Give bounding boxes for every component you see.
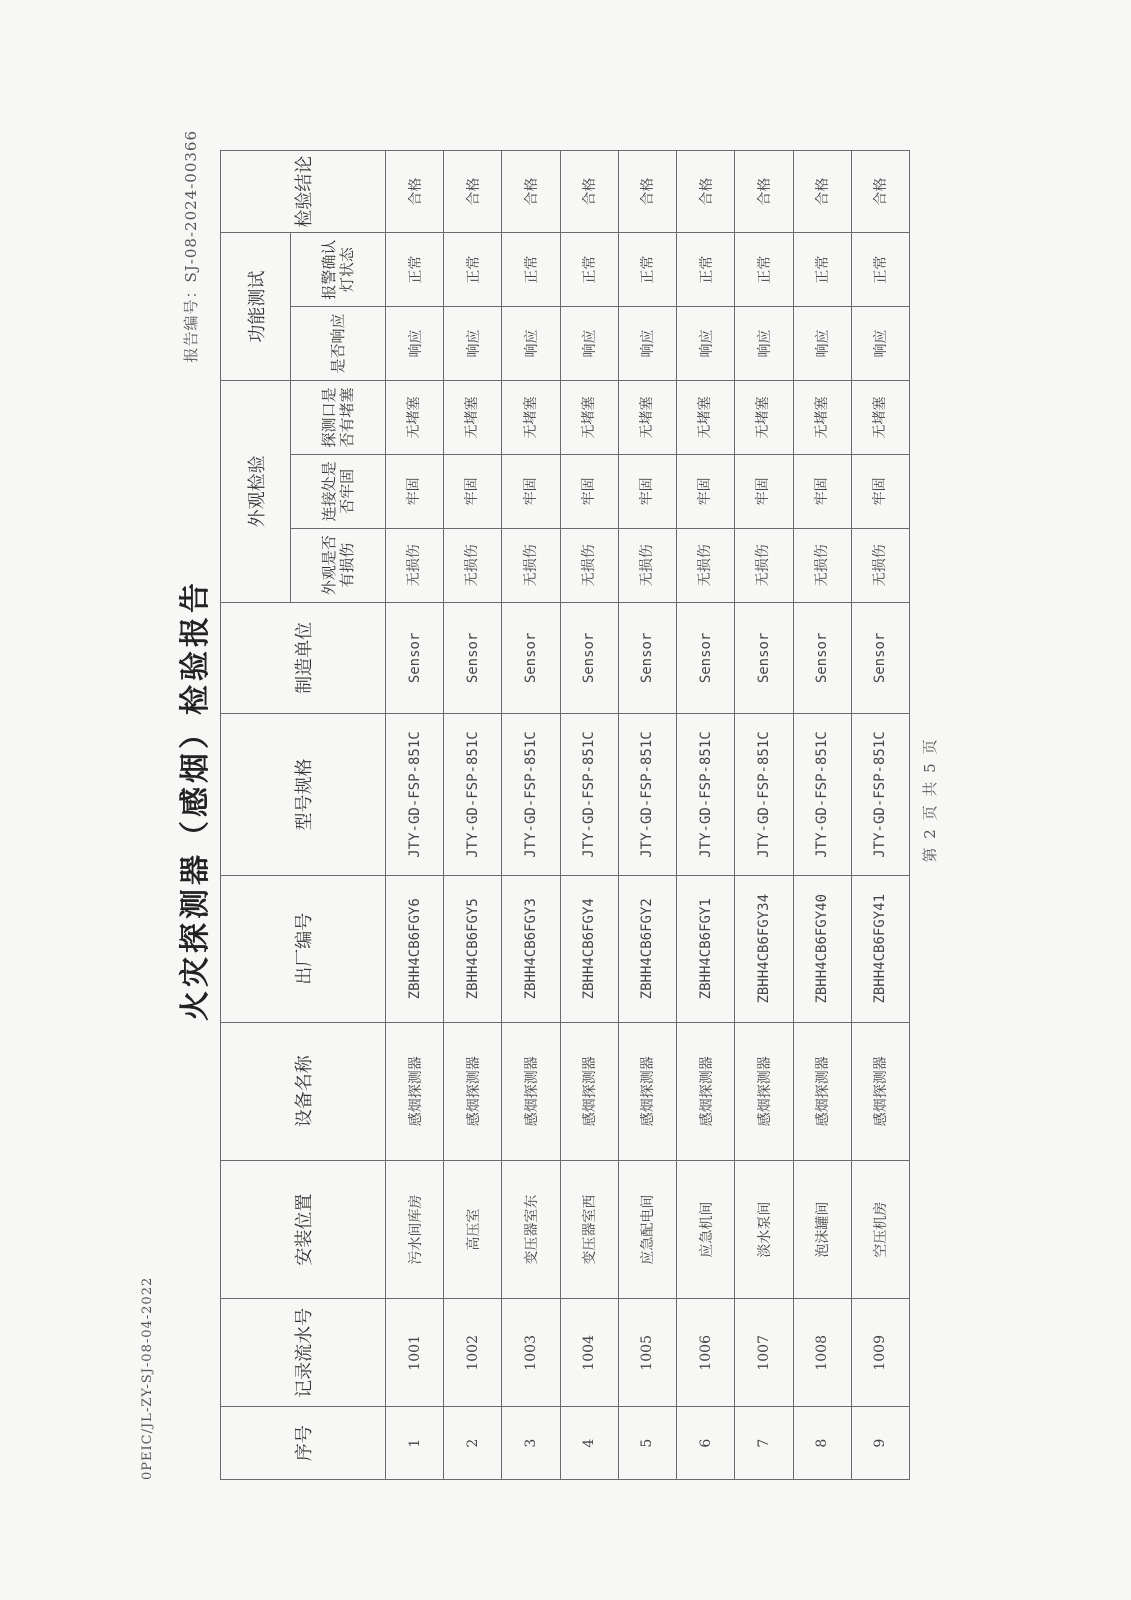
cell-seq: 5 bbox=[618, 1407, 676, 1480]
table-row bbox=[386, 151, 444, 1480]
cell-seq: 2 bbox=[444, 1407, 502, 1480]
cell-conclusion: 合格 bbox=[735, 151, 793, 233]
cell-responds: 响应 bbox=[502, 307, 560, 381]
header-model: 型号规格 bbox=[221, 714, 386, 876]
cell-location: 淡水泵间 bbox=[735, 1160, 793, 1298]
cell-connection-firm: 牢固 bbox=[618, 454, 676, 528]
header-connection-firm: 连接处是否牢固 bbox=[291, 454, 386, 528]
table-row bbox=[793, 151, 851, 1480]
cell-seq: 4 bbox=[560, 1407, 618, 1480]
cell-responds: 响应 bbox=[618, 307, 676, 381]
header-manufacturer: 制造单位 bbox=[221, 602, 386, 713]
header-alarm-light: 报警确认灯状态 bbox=[291, 233, 386, 307]
cell-model: JTY-GD-FSP-851C bbox=[618, 714, 676, 876]
cell-model: JTY-GD-FSP-851C bbox=[735, 714, 793, 876]
cell-location: 应急配电间 bbox=[618, 1160, 676, 1298]
cell-location: 高压室 bbox=[444, 1160, 502, 1298]
header-function-group: 功能测试 bbox=[221, 233, 291, 381]
cell-location: 空压机房 bbox=[851, 1160, 909, 1298]
cell-location: 泡沫罐间 bbox=[793, 1160, 851, 1298]
cell-appearance-damage: 无损伤 bbox=[735, 528, 793, 602]
cell-alarm-light: 正常 bbox=[735, 233, 793, 307]
cell-manufacturer: Sensor bbox=[502, 602, 560, 713]
cell-manufacturer: Sensor bbox=[560, 602, 618, 713]
page-number: 第 2 页 共 5 页 bbox=[921, 737, 939, 863]
cell-connection-firm: 牢固 bbox=[677, 454, 735, 528]
cell-alarm-light: 正常 bbox=[560, 233, 618, 307]
cell-alarm-light: 正常 bbox=[677, 233, 735, 307]
cell-record-no: 1006 bbox=[677, 1299, 735, 1407]
cell-device-name: 感烟探测器 bbox=[677, 1022, 735, 1160]
cell-location: 变压器室东 bbox=[502, 1160, 560, 1298]
cell-record-no: 1007 bbox=[735, 1299, 793, 1407]
cell-serial: ZBHH4CB6FGY40 bbox=[793, 875, 851, 1022]
table-body bbox=[386, 151, 910, 1480]
cell-seq: 1 bbox=[386, 1407, 444, 1480]
cell-alarm-light: 正常 bbox=[851, 233, 909, 307]
cell-conclusion: 合格 bbox=[793, 151, 851, 233]
cell-serial: ZBHH4CB6FGY2 bbox=[618, 875, 676, 1022]
header-seq: 序号 bbox=[221, 1407, 386, 1480]
cell-serial: ZBHH4CB6FGY34 bbox=[735, 875, 793, 1022]
cell-conclusion: 合格 bbox=[851, 151, 909, 233]
cell-model: JTY-GD-FSP-851C bbox=[386, 714, 444, 876]
cell-responds: 响应 bbox=[851, 307, 909, 381]
header-device-name: 设备名称 bbox=[221, 1022, 386, 1160]
cell-record-no: 1001 bbox=[386, 1299, 444, 1407]
cell-appearance-damage: 无损伤 bbox=[793, 528, 851, 602]
table-row bbox=[735, 151, 793, 1480]
cell-location: 应急机间 bbox=[677, 1160, 735, 1298]
cell-appearance-damage: 无损伤 bbox=[502, 528, 560, 602]
cell-device-name: 感烟探测器 bbox=[560, 1022, 618, 1160]
cell-seq: 6 bbox=[677, 1407, 735, 1480]
cell-serial: ZBHH4CB6FGY3 bbox=[502, 875, 560, 1022]
cell-seq: 8 bbox=[793, 1407, 851, 1480]
cell-serial: ZBHH4CB6FGY1 bbox=[677, 875, 735, 1022]
cell-device-name: 感烟探测器 bbox=[386, 1022, 444, 1160]
cell-port-blocked: 无堵塞 bbox=[386, 380, 444, 454]
cell-manufacturer: Sensor bbox=[793, 602, 851, 713]
cell-manufacturer: Sensor bbox=[444, 602, 502, 713]
cell-device-name: 感烟探测器 bbox=[502, 1022, 560, 1160]
cell-conclusion: 合格 bbox=[386, 151, 444, 233]
cell-device-name: 感烟探测器 bbox=[793, 1022, 851, 1160]
cell-connection-firm: 牢固 bbox=[851, 454, 909, 528]
table-row bbox=[560, 151, 618, 1480]
table-row bbox=[502, 151, 560, 1480]
table-row bbox=[677, 151, 735, 1480]
cell-alarm-light: 正常 bbox=[386, 233, 444, 307]
cell-connection-firm: 牢固 bbox=[793, 454, 851, 528]
cell-port-blocked: 无堵塞 bbox=[851, 380, 909, 454]
cell-port-blocked: 无堵塞 bbox=[560, 380, 618, 454]
cell-responds: 响应 bbox=[386, 307, 444, 381]
cell-connection-firm: 牢固 bbox=[386, 454, 444, 528]
cell-serial: ZBHH4CB6FGY4 bbox=[560, 875, 618, 1022]
cell-connection-firm: 牢固 bbox=[735, 454, 793, 528]
header-location: 安装位置 bbox=[221, 1160, 386, 1298]
table-row bbox=[618, 151, 676, 1480]
cell-alarm-light: 正常 bbox=[793, 233, 851, 307]
cell-location: 污水间库房 bbox=[386, 1160, 444, 1298]
header-responds: 是否响应 bbox=[291, 307, 386, 381]
cell-seq: 7 bbox=[735, 1407, 793, 1480]
cell-appearance-damage: 无损伤 bbox=[851, 528, 909, 602]
cell-manufacturer: Sensor bbox=[677, 602, 735, 713]
cell-conclusion: 合格 bbox=[444, 151, 502, 233]
cell-device-name: 感烟探测器 bbox=[735, 1022, 793, 1160]
header-appearance-group: 外观检验 bbox=[221, 380, 291, 602]
report-title: 火灾探测器（感烟）检验报告 bbox=[178, 579, 213, 1021]
cell-seq: 3 bbox=[502, 1407, 560, 1480]
cell-responds: 响应 bbox=[560, 307, 618, 381]
cell-manufacturer: Sensor bbox=[851, 602, 909, 713]
cell-connection-firm: 牢固 bbox=[502, 454, 560, 528]
cell-model: JTY-GD-FSP-851C bbox=[851, 714, 909, 876]
cell-appearance-damage: 无损伤 bbox=[618, 528, 676, 602]
cell-responds: 响应 bbox=[793, 307, 851, 381]
cell-port-blocked: 无堵塞 bbox=[444, 380, 502, 454]
cell-conclusion: 合格 bbox=[502, 151, 560, 233]
cell-serial: ZBHH4CB6FGY41 bbox=[851, 875, 909, 1022]
cell-manufacturer: Sensor bbox=[386, 602, 444, 713]
cell-conclusion: 合格 bbox=[618, 151, 676, 233]
header-conclusion: 检验结论 bbox=[221, 151, 386, 233]
cell-record-no: 1003 bbox=[502, 1299, 560, 1407]
cell-record-no: 1005 bbox=[618, 1299, 676, 1407]
cell-manufacturer: Sensor bbox=[735, 602, 793, 713]
cell-port-blocked: 无堵塞 bbox=[735, 380, 793, 454]
report-page bbox=[140, 110, 940, 1490]
cell-appearance-damage: 无损伤 bbox=[386, 528, 444, 602]
table-row bbox=[851, 151, 909, 1480]
cell-alarm-light: 正常 bbox=[502, 233, 560, 307]
cell-appearance-damage: 无损伤 bbox=[560, 528, 618, 602]
cell-appearance-damage: 无损伤 bbox=[677, 528, 735, 602]
cell-record-no: 1009 bbox=[851, 1299, 909, 1407]
cell-alarm-light: 正常 bbox=[618, 233, 676, 307]
cell-location: 变压器室西 bbox=[560, 1160, 618, 1298]
cell-record-no: 1002 bbox=[444, 1299, 502, 1407]
cell-responds: 响应 bbox=[735, 307, 793, 381]
cell-port-blocked: 无堵塞 bbox=[618, 380, 676, 454]
cell-record-no: 1008 bbox=[793, 1299, 851, 1407]
cell-port-blocked: 无堵塞 bbox=[502, 380, 560, 454]
cell-model: JTY-GD-FSP-851C bbox=[793, 714, 851, 876]
cell-serial: ZBHH4CB6FGY6 bbox=[386, 875, 444, 1022]
inspection-table bbox=[220, 150, 910, 1480]
cell-port-blocked: 无堵塞 bbox=[793, 380, 851, 454]
cell-alarm-light: 正常 bbox=[444, 233, 502, 307]
cell-responds: 响应 bbox=[444, 307, 502, 381]
cell-appearance-damage: 无损伤 bbox=[444, 528, 502, 602]
header-serial: 出厂编号 bbox=[221, 875, 386, 1022]
cell-conclusion: 合格 bbox=[677, 151, 735, 233]
header-port-blocked: 探测口是否有堵塞 bbox=[291, 380, 386, 454]
cell-device-name: 感烟探测器 bbox=[444, 1022, 502, 1160]
cell-manufacturer: Sensor bbox=[618, 602, 676, 713]
cell-device-name: 感烟探测器 bbox=[618, 1022, 676, 1160]
cell-connection-firm: 牢固 bbox=[444, 454, 502, 528]
header-record-no: 记录流水号 bbox=[221, 1299, 386, 1407]
cell-port-blocked: 无堵塞 bbox=[677, 380, 735, 454]
cell-responds: 响应 bbox=[677, 307, 735, 381]
cell-device-name: 感烟探测器 bbox=[851, 1022, 909, 1160]
cell-record-no: 1004 bbox=[560, 1299, 618, 1407]
cell-seq: 9 bbox=[851, 1407, 909, 1480]
cell-model: JTY-GD-FSP-851C bbox=[444, 714, 502, 876]
document-code: 0PEIC/JL-ZY-SJ-08-04-2022 bbox=[140, 1276, 155, 1480]
table-row bbox=[444, 151, 502, 1480]
cell-connection-firm: 牢固 bbox=[560, 454, 618, 528]
cell-model: JTY-GD-FSP-851C bbox=[677, 714, 735, 876]
cell-conclusion: 合格 bbox=[560, 151, 618, 233]
cell-serial: ZBHH4CB6FGY5 bbox=[444, 875, 502, 1022]
cell-model: JTY-GD-FSP-851C bbox=[560, 714, 618, 876]
cell-model: JTY-GD-FSP-851C bbox=[502, 714, 560, 876]
report-number: 报告编号：SJ-08-2024-00366 bbox=[182, 130, 200, 363]
header-appearance-damage: 外观是否有损伤 bbox=[291, 528, 386, 602]
